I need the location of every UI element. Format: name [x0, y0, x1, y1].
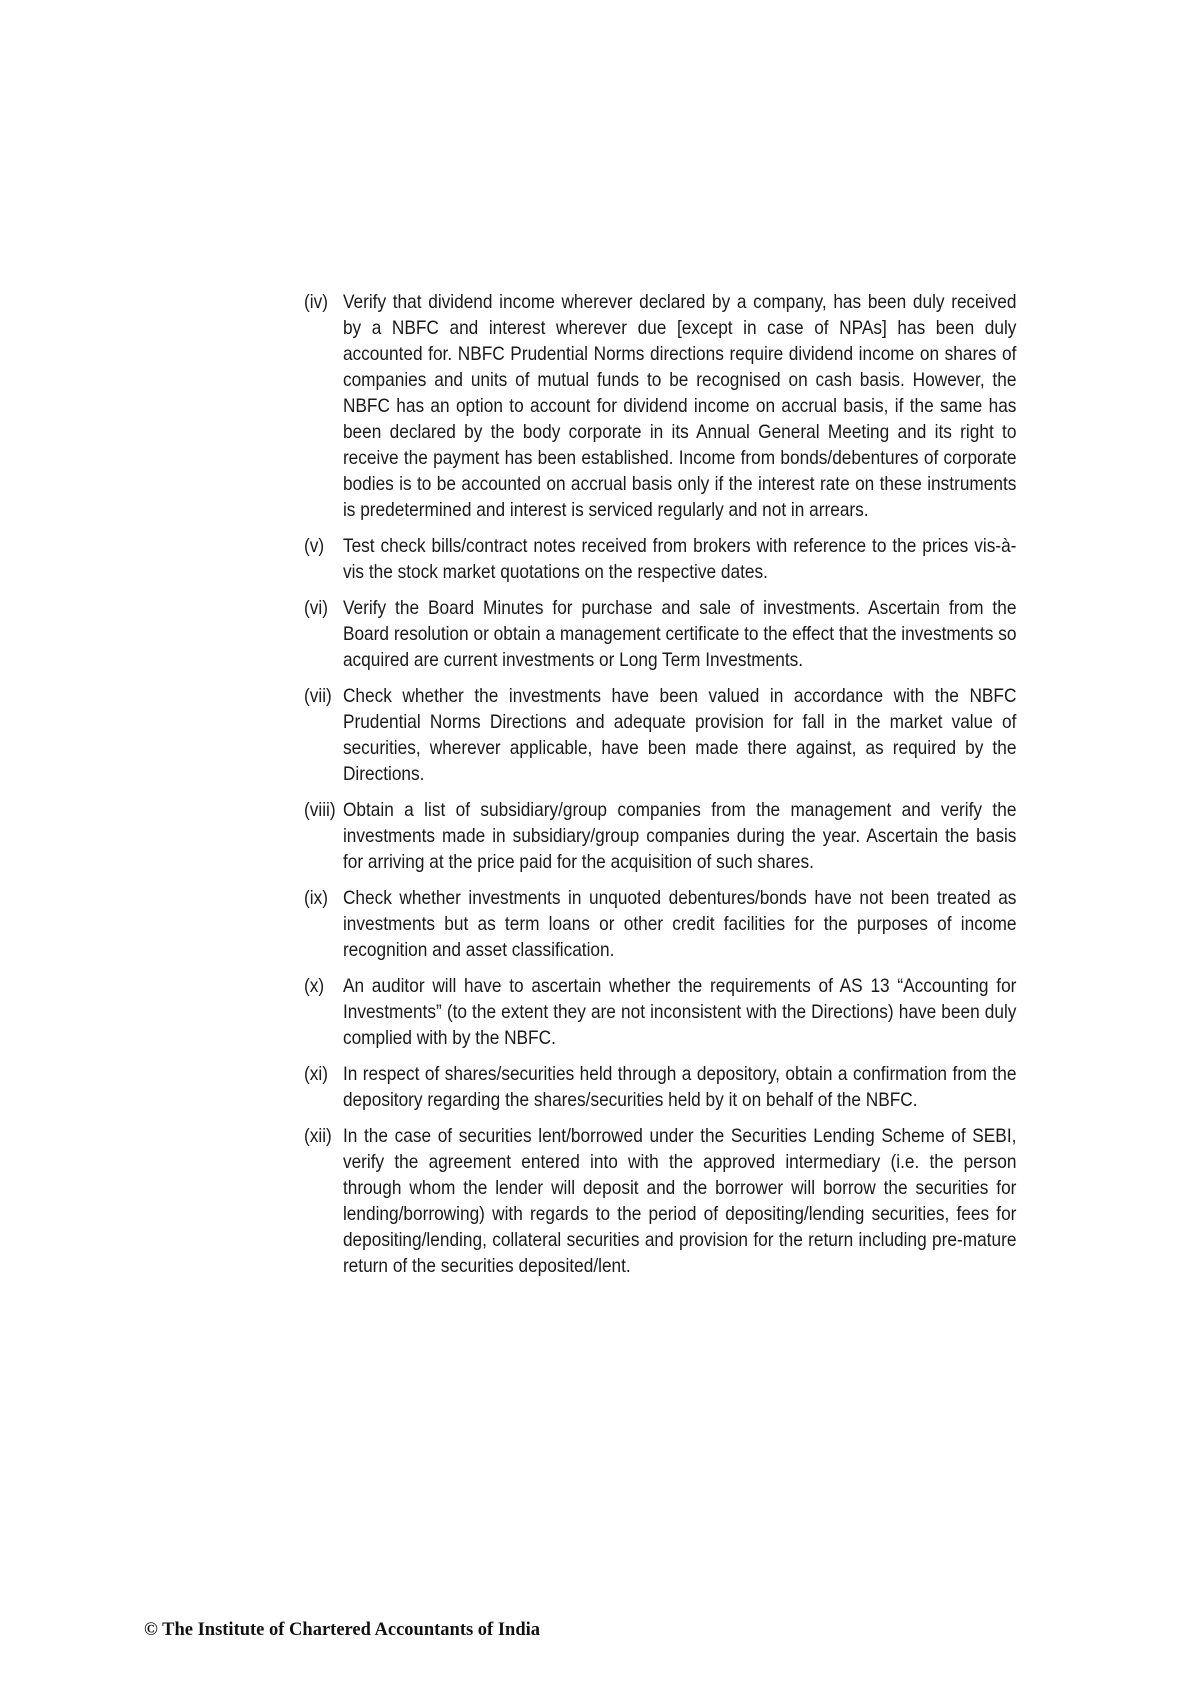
list-item-text: Test check bills/contract notes received from brokers with reference to the prices vis-à-vis the stock market quotations on the respective dates.: [342, 535, 1017, 583]
list-item-vi: [304, 595, 1016, 673]
list-item-text: Check whether investments in unquoted debentures/bonds have not been treated as investments but as term loans or other credit facilities for the purposes of income recognition and asset classification.: [342, 887, 1017, 961]
list-item-text: An auditor will have to ascertain whether the requirements of AS 13 “Accounting for Investments” (to the extent they are not inconsistent with the Directions) have been duly complied with by the NBFC.: [342, 975, 1017, 1049]
list-item-number: (iv): [304, 291, 328, 313]
list-item-xi: [304, 1061, 1016, 1113]
list-item-number: (ix): [304, 887, 328, 909]
list-item-text: Check whether the investments have been valued in accordance with the NBFC Prudential Norms Directions and adequate provision for fall in the market value of securities, wherever applicable, have been made there against, as required by the Directions.: [342, 685, 1017, 785]
list-item-number: (v): [304, 535, 325, 557]
numbered-list: [304, 289, 1016, 1289]
list-item-number: (vii): [304, 685, 332, 707]
list-item-number: (xi): [304, 1063, 328, 1085]
list-item-iv: [304, 289, 1016, 523]
list-item-text: In the case of securities lent/borrowed under the Securities Lending Scheme of SEBI, verify the agreement entered into with the approved intermediary (i.e. the person through whom the lender will deposit and the borrower will borrow the securities for lending/borrowing) with regards to the period of depositing/lending securities, fees for depositing/lending, collateral securities and provision for the return including pre-mature return of the securities deposited/lent.: [342, 1125, 1017, 1277]
list-item-text: Verify the Board Minutes for purchase and sale of investments. Ascertain from the Board resolution or obtain a management certificate to the effect that the investments so acquired are current investments or Long Term Investments.: [342, 597, 1017, 671]
list-item-number: (x): [304, 975, 325, 997]
list-item-number: (vi): [304, 597, 328, 619]
list-item-text: Verify that dividend income wherever declared by a company, has been duly received by a NBFC and interest wherever due [except in case of NPAs] has been duly accounted for. NBFC Prudential Norms directions require dividend income on shares of companies and units of mutual funds to be recognised on cash basis. However, the NBFC has an option to account for dividend income on accrual basis, if the same has been declared by the body corporate in its Annual General Meeting and its right to receive the payment has been established. Income from bonds/debentures of corporate bodies is to be accounted on accrual basis only if the interest rate on these instruments is predetermined and interest is serviced regularly and not in arrears.: [342, 291, 1017, 521]
list-item-vii: [304, 683, 1016, 787]
list-item-number: (viii): [304, 799, 336, 821]
list-item-number: (xii): [304, 1125, 332, 1147]
list-item-ix: [304, 885, 1016, 963]
list-item-viii: [304, 797, 1016, 875]
list-item-x: [304, 973, 1016, 1051]
footer-copyright: © The Institute of Chartered Accountants of India: [144, 1620, 541, 1640]
list-item-v: [304, 533, 1016, 585]
list-item-text: In respect of shares/securities held through a depository, obtain a confirmation from the depository regarding the shares/securities held by it on behalf of the NBFC.: [342, 1063, 1017, 1111]
list-item-text: Obtain a list of subsidiary/group companies from the management and verify the investments made in subsidiary/group companies during the year. Ascertain the basis for arriving at the price paid for the acquisition of such shares.: [342, 799, 1017, 873]
list-item-xii: [304, 1123, 1016, 1279]
